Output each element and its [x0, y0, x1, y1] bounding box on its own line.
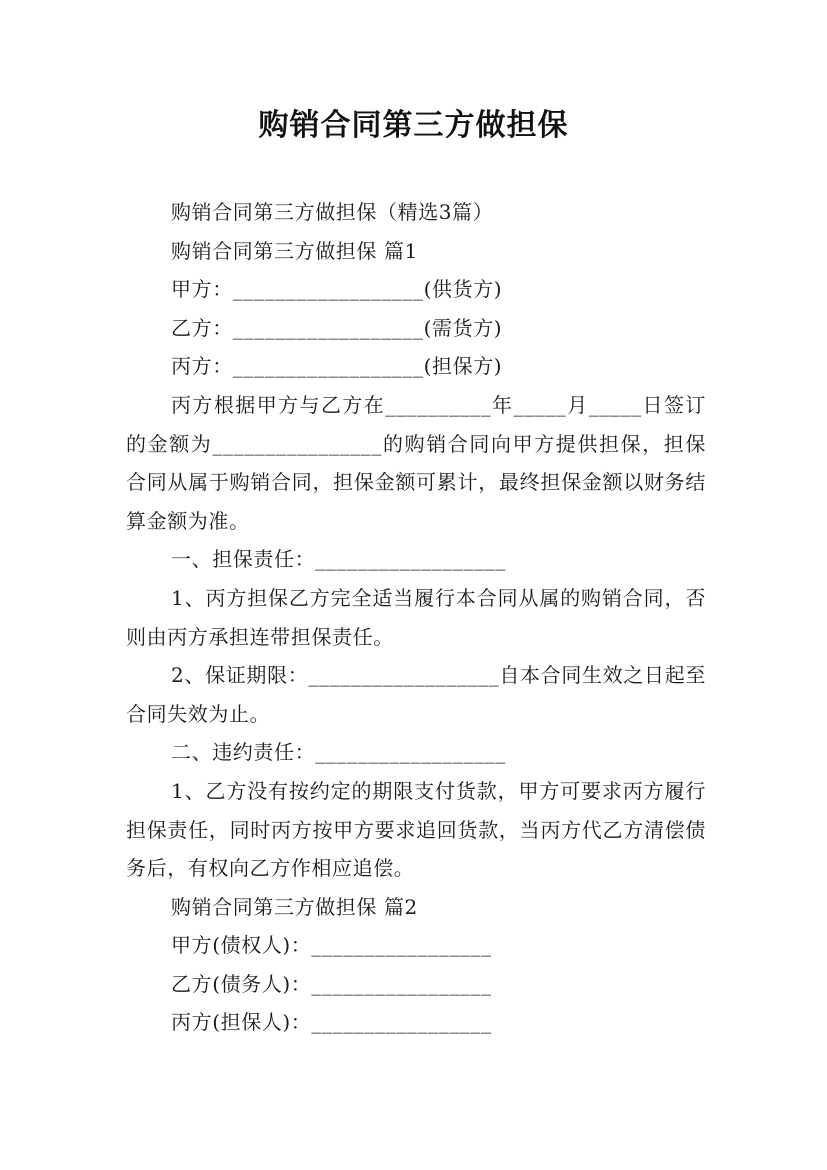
section-1-heading: 一、担保责任：__________________: [171, 547, 506, 572]
intro-line: 购销合同第三方做担保（精选3篇）: [171, 200, 494, 224]
item-1-1-paragraph: 1、丙方担保乙方完全适当履行本合同从属的购销合同，否则由丙方承担连带担保责任。: [126, 585, 706, 649]
document-body: [126, 193, 706, 1042]
guarantor-line: 丙方(担保人)：_________________: [171, 1010, 492, 1035]
party-a-line: 甲方：__________________(供货方): [171, 277, 503, 302]
section-2-heading: 二、违约责任：__________________: [171, 740, 506, 765]
item-2-1-paragraph: 1、乙方没有按约定的期限支付货款，甲方可要求丙方履行担保责任，同时丙方按甲方要求追回货款，当丙方代乙方清偿债务后，有权向乙方作相应追偿。: [126, 778, 706, 881]
guarantee-basis-paragraph: 丙方根据甲方与乙方在__________年_____月_____日签订的金额为________________的购销合同向甲方提供担保，担保合同从属于购销合同，担保金额可累计，最终担保金额以财务结算金额为准。: [126, 392, 706, 533]
party-c-line: 丙方：__________________(担保方): [171, 354, 503, 379]
part1-heading: 购销合同第三方做担保 篇1: [171, 238, 418, 263]
item-1-2-paragraph: 2、保证期限：__________________自本合同生效之日起至合同失效为止。: [126, 663, 706, 726]
debtor-line: 乙方(债务人)：_________________: [171, 971, 492, 996]
party-b-line: 乙方：__________________(需货方): [171, 315, 503, 340]
document-title: 购销合同第三方做担保: [258, 108, 569, 143]
part2-heading: 购销合同第三方做担保 篇2: [171, 894, 418, 919]
creditor-line: 甲方(债权人)：_________________: [171, 933, 492, 958]
